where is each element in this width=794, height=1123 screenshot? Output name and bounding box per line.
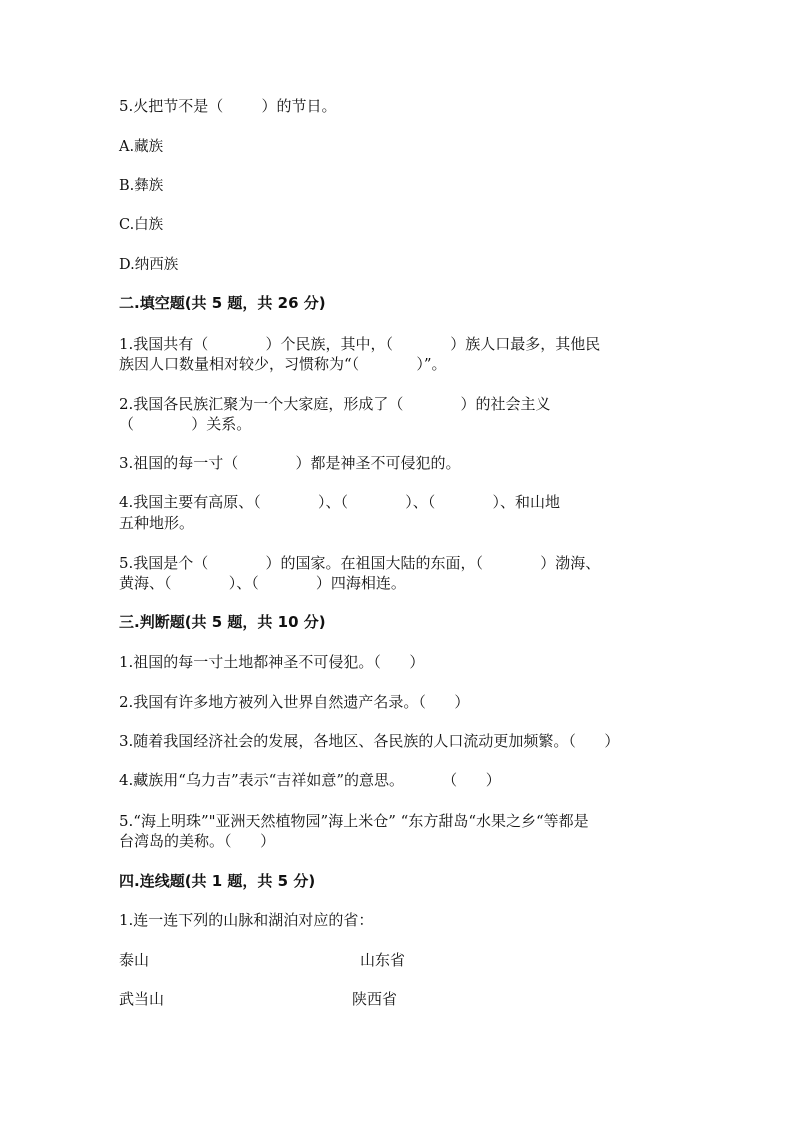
judge-q4: 4.藏族用“乌力吉”表示“吉祥如意”的意思。 （ ） (119, 771, 501, 789)
judge-q1: 1.祖国的每一寸土地都神圣不可侵犯。（ ） (119, 653, 425, 671)
option-a: A.藏族 (119, 139, 164, 155)
judge-q3: 3.随着我国经济社会的发展，各地区、各民族的人口流动更加频繁。（ ） (119, 732, 620, 750)
fill-q4-line2: 五种地形。 (119, 514, 195, 532)
judge-q2: 2.我国有许多地方被列入世界自然遗产名录。（ ） (119, 693, 470, 711)
section-2-heading: 二.填空题(共 5 题，共 26 分) (119, 294, 326, 312)
section-4-heading: 四.连线题(共 1 题，共 5 分) (119, 872, 316, 890)
judge-q5-line2: 台湾岛的美称。（ ） (119, 832, 276, 850)
question-5-stem: 5.火把节不是（ ）的节日。 (119, 97, 337, 115)
section-3-heading: 三.判断题(共 5 题，共 10 分) (119, 613, 326, 631)
match-q1-stem: 1.连一连下列的山脉和湖泊对应的省： (119, 911, 374, 929)
fill-q5-line1: 5.我国是个（ ）的国家。在祖国大陆的东面，（ ）渤海、 (119, 554, 601, 572)
fill-q3: 3.祖国的每一寸（ ）都是神圣不可侵犯的。 (119, 454, 461, 472)
fill-q5-line2: 黄海、（ ）、（ ）四海相连。 (119, 574, 406, 592)
fill-q1-line2: 族因人口数量相对较少，习惯称为“（ ）”。 (119, 355, 447, 373)
option-b: B.彝族 (119, 178, 164, 194)
fill-q1-line1: 1.我国共有（ ）个民族，其中，（ ）族人口最多，其他民 (119, 335, 601, 353)
judge-q5-line1: 5.“海上明珠”"亚洲天然植物园”海上米仓” “东方甜岛“水果之乡“等都是 (119, 812, 589, 830)
fill-q2-line2: （ ）关系。 (119, 415, 252, 433)
fill-q2-line1: 2.我国各民族汇聚为一个大家庭，形成了（ ）的社会主义 (119, 395, 551, 413)
option-c: C.白族 (119, 217, 164, 233)
fill-q4-line1: 4.我国主要有高原、（ ）、（ ）、（ ）、和山地 (119, 493, 560, 511)
option-d: D.纳西族 (119, 257, 179, 273)
match-right-2: 陕西省 (352, 990, 398, 1008)
match-right-1: 山东省 (360, 951, 406, 969)
match-left-1: 泰山 (119, 951, 150, 969)
match-left-2: 武当山 (119, 990, 165, 1008)
